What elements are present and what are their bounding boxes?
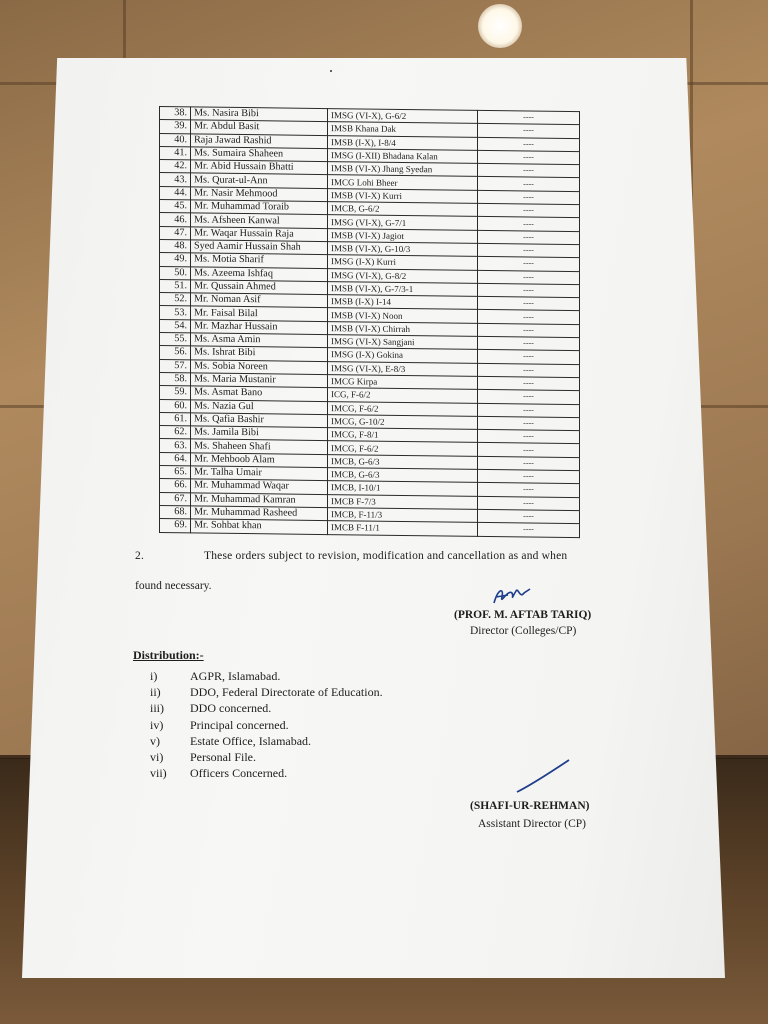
remarks-cell: ----: [478, 403, 580, 418]
distribution-item-number: i): [150, 669, 158, 683]
serial-number-cell: 39.: [160, 120, 191, 134]
officer-name-cell: Mr. Abid Hussain Bhatti: [191, 160, 328, 175]
serial-number-cell: 49.: [160, 253, 191, 267]
officer-name-cell: Ms. Sumaira Shaheen: [191, 147, 328, 162]
officer-name-cell: Ms. Qurat-ul-Ann: [191, 173, 328, 188]
serial-number-cell: 48.: [160, 239, 191, 253]
distribution-item: [134, 766, 383, 782]
paragraph-number: 2.: [135, 550, 145, 562]
officer-name-cell: Mr. Noman Asif: [191, 293, 328, 308]
institution-cell: IMCG, G-10/2: [328, 414, 478, 429]
officer-name-cell: Mr. Talha Umair: [191, 466, 328, 481]
serial-number-cell: 38.: [160, 107, 191, 121]
officer-name-cell: Ms. Nazia Gul: [191, 399, 328, 414]
institution-cell: IMCB, G-6/3: [328, 468, 478, 483]
institution-cell: IMCB, F-11/3: [328, 507, 478, 522]
remarks-cell: ----: [478, 177, 580, 192]
remarks-cell: ----: [478, 416, 580, 431]
institution-cell: IMSB (VI-X) Jagiot: [328, 228, 478, 243]
officer-name-cell: Ms. Asma Amin: [191, 333, 328, 348]
officer-name-cell: Mr. Nasir Mehmood: [191, 187, 328, 202]
officer-name-cell: Mr. Muhammad Rasheed: [191, 506, 328, 521]
director-title: Director (Colleges/CP): [470, 625, 577, 637]
distribution-item-number: vii): [150, 766, 167, 781]
remarks-cell: ----: [478, 150, 580, 165]
institution-cell: IMCB, I-10/1: [328, 481, 478, 496]
assistant-director-name: (SHAFI-UR-REHMAN): [470, 800, 590, 812]
serial-number-cell: 40.: [160, 133, 191, 147]
remarks-cell: ----: [478, 310, 580, 325]
distribution-item-number: vi): [150, 749, 164, 764]
officer-name-cell: Mr. Qussain Ahmed: [191, 280, 328, 295]
remarks-cell: ----: [478, 376, 580, 391]
officer-name-cell: Mr. Muhammad Kamran: [191, 492, 328, 507]
institution-cell: IMSG (VI-X), G-7/1: [328, 215, 478, 230]
remarks-cell: ----: [478, 110, 580, 125]
remarks-cell: ----: [478, 443, 580, 458]
remarks-cell: ----: [478, 257, 580, 272]
paragraph-text: These orders subject to revision, modification and cancellation as and when: [203, 550, 568, 562]
serial-number-cell: 59.: [160, 386, 191, 400]
distribution-heading: Distribution:-: [133, 648, 204, 662]
officer-name-cell: Ms. Qafia Bashir: [191, 413, 328, 428]
distribution-item-text: Principal concerned.: [190, 717, 289, 732]
serial-number-cell: 62.: [160, 426, 191, 440]
institution-cell: IMCG Kirpa: [328, 374, 478, 389]
institution-cell: IMSB (VI-X), G-10/3: [328, 242, 478, 257]
distribution-item-text: DDO, Federal Directorate of Education.: [190, 685, 383, 700]
distribution-item-text: AGPR, Islamabad.: [190, 669, 281, 683]
distribution-item-text: Personal File.: [190, 749, 256, 764]
serial-number-cell: 41.: [160, 146, 191, 160]
distribution-item-number: v): [150, 733, 160, 748]
remarks-cell: ----: [478, 350, 580, 365]
remarks-cell: ----: [478, 217, 580, 232]
serial-number-cell: 60.: [160, 399, 191, 413]
institution-cell: IMSG (VI-X) Sangjani: [328, 335, 478, 350]
officer-name-cell: Raja Jawad Rashid: [191, 133, 328, 148]
officer-name-cell: Ms. Ishrat Bibi: [191, 346, 328, 361]
remarks-cell: ----: [478, 323, 580, 338]
paper-speck: [330, 70, 332, 72]
institution-cell: IMCB F-11/1: [328, 521, 478, 536]
officer-name-cell: Mr. Muhammad Waqar: [191, 479, 328, 494]
officer-name-cell: Ms. Maria Mustanir: [191, 373, 328, 388]
officer-name-cell: Mr. Muhammad Toraib: [191, 200, 328, 215]
officer-name-cell: Ms. Afsheen Kanwal: [191, 213, 328, 228]
remarks-cell: ----: [478, 469, 580, 484]
remarks-cell: ----: [478, 456, 580, 471]
officer-name-cell: Ms. Jamila Bibi: [191, 426, 328, 441]
director-signature: [490, 583, 534, 609]
ceiling-light-reflection: [478, 4, 522, 48]
serial-number-cell: 52.: [160, 293, 191, 307]
institution-cell: IMCG, F-6/2: [328, 441, 478, 456]
institution-cell: IMSB (VI-X) Jhang Syedan: [328, 162, 478, 177]
serial-number-cell: 46.: [160, 213, 191, 227]
distribution-item-number: iv): [150, 717, 164, 732]
officer-name-cell: Mr. Waqar Hussain Raja: [191, 227, 328, 242]
officer-name-cell: Mr. Faisal Bilal: [191, 306, 328, 321]
serial-number-cell: 54.: [160, 319, 191, 333]
distribution-list: [134, 669, 383, 782]
serial-number-cell: 57.: [160, 359, 191, 373]
distribution-item-number: ii): [150, 685, 161, 700]
institution-cell: IMCB, G-6/2: [328, 202, 478, 217]
remarks-cell: ----: [478, 137, 580, 152]
institution-cell: IMSB (I-X), I-8/4: [328, 135, 478, 150]
institution-cell: IMSB Khana Dak: [328, 122, 478, 137]
assistant-director-title: Assistant Director (CP): [478, 818, 586, 830]
institution-cell: IMSB (VI-X) Chirrah: [328, 321, 478, 336]
remarks-cell: ----: [478, 496, 580, 511]
distribution-item-text: DDO concerned.: [190, 701, 272, 716]
serial-number-cell: 58.: [160, 372, 191, 386]
serial-number-cell: 67.: [160, 492, 191, 506]
institution-cell: IMSB (I-X) I-14: [328, 295, 478, 310]
institution-cell: IMSG (VI-X), G-6/2: [328, 109, 478, 124]
institution-cell: IMCG, F-6/2: [328, 401, 478, 416]
institution-cell: IMSB (VI-X) Kurri: [328, 188, 478, 203]
remarks-cell: ----: [478, 190, 580, 205]
serial-number-cell: 42.: [160, 160, 191, 174]
remarks-cell: ----: [478, 283, 580, 298]
institution-cell: IMSG (VI-X), G-8/2: [328, 268, 478, 283]
officers-table: [159, 106, 580, 538]
institution-cell: IMCB F-7/3: [328, 494, 478, 509]
remarks-cell: ----: [478, 390, 580, 405]
serial-number-cell: 68.: [160, 505, 191, 519]
remarks-cell: ----: [478, 230, 580, 245]
serial-number-cell: 61.: [160, 412, 191, 426]
serial-number-cell: 66.: [160, 479, 191, 493]
remarks-cell: ----: [478, 270, 580, 285]
officer-name-cell: Syed Aamir Hussain Shah: [191, 240, 328, 255]
serial-number-cell: 56.: [160, 346, 191, 360]
remarks-cell: ----: [478, 336, 580, 351]
officer-name-cell: Ms. Nasira Bibi: [191, 107, 328, 122]
serial-number-cell: 69.: [160, 519, 191, 533]
serial-number-cell: 55.: [160, 333, 191, 347]
serial-number-cell: 43.: [160, 173, 191, 187]
officer-name-cell: Mr. Mazhar Hussain: [191, 320, 328, 335]
distribution-item: [134, 669, 383, 685]
serial-number-cell: 51.: [160, 279, 191, 293]
institution-cell: IMSG (I-X) Gokina: [328, 348, 478, 363]
serial-number-cell: 64.: [160, 452, 191, 466]
remarks-cell: ----: [478, 509, 580, 524]
remarks-cell: ----: [478, 430, 580, 445]
paragraph-2-continued: found necessary.: [135, 580, 212, 592]
remarks-cell: ----: [478, 124, 580, 139]
serial-number-cell: 44.: [160, 186, 191, 200]
remarks-cell: ----: [478, 297, 580, 312]
officer-name-cell: Ms. Motia Sharif: [191, 253, 328, 268]
officer-name-cell: Mr. Abdul Basit: [191, 120, 328, 135]
paragraph-2: [135, 550, 567, 562]
institution-cell: IMSG (I-XII) Bhadana Kalan: [328, 148, 478, 163]
institution-cell: IMSB (VI-X), G-7/3-1: [328, 281, 478, 296]
remarks-cell: ----: [478, 523, 580, 538]
officer-name-cell: Ms. Azeema Ishfaq: [191, 266, 328, 281]
remarks-cell: ----: [478, 363, 580, 378]
remarks-cell: ----: [478, 483, 580, 498]
serial-number-cell: 47.: [160, 226, 191, 240]
serial-number-cell: 45.: [160, 200, 191, 214]
distribution-item-text: Estate Office, Islamabad.: [190, 733, 312, 748]
officer-name-cell: Ms. Asmat Bano: [191, 386, 328, 401]
institution-cell: IMSG (VI-X), E-8/3: [328, 361, 478, 376]
remarks-cell: ----: [478, 243, 580, 258]
serial-number-cell: 65.: [160, 466, 191, 480]
officer-name-cell: Mr. Mehboob Alam: [191, 453, 328, 468]
officer-name-cell: Ms. Shaheen Shafi: [191, 439, 328, 454]
distribution-item-number: iii): [150, 701, 164, 716]
serial-number-cell: 50.: [160, 266, 191, 280]
institution-cell: IMSB (VI-X) Noon: [328, 308, 478, 323]
distribution-item: [134, 685, 383, 701]
distribution-item: [134, 701, 383, 717]
distribution-item: [134, 734, 383, 750]
serial-number-cell: 53.: [160, 306, 191, 320]
institution-cell: ICG, F-6/2: [328, 388, 478, 403]
assistant-director-signature: [515, 758, 573, 794]
officer-name-cell: Mr. Sohbat khan: [191, 519, 328, 534]
distribution-item: [134, 750, 383, 766]
remarks-cell: ----: [478, 164, 580, 179]
distribution-item-text: Officers Concerned.: [190, 766, 288, 781]
distribution-item: [134, 718, 383, 734]
remarks-cell: ----: [478, 203, 580, 218]
institution-cell: IMCG, F-8/1: [328, 428, 478, 443]
officer-name-cell: Ms. Sobia Noreen: [191, 360, 328, 375]
institution-cell: IMSG (I-X) Kurri: [328, 255, 478, 270]
institution-cell: IMCG Lohi Bheer: [328, 175, 478, 190]
serial-number-cell: 63.: [160, 439, 191, 453]
institution-cell: IMCB, G-6/3: [328, 454, 478, 469]
director-name: (PROF. M. AFTAB TARIQ): [454, 609, 592, 621]
